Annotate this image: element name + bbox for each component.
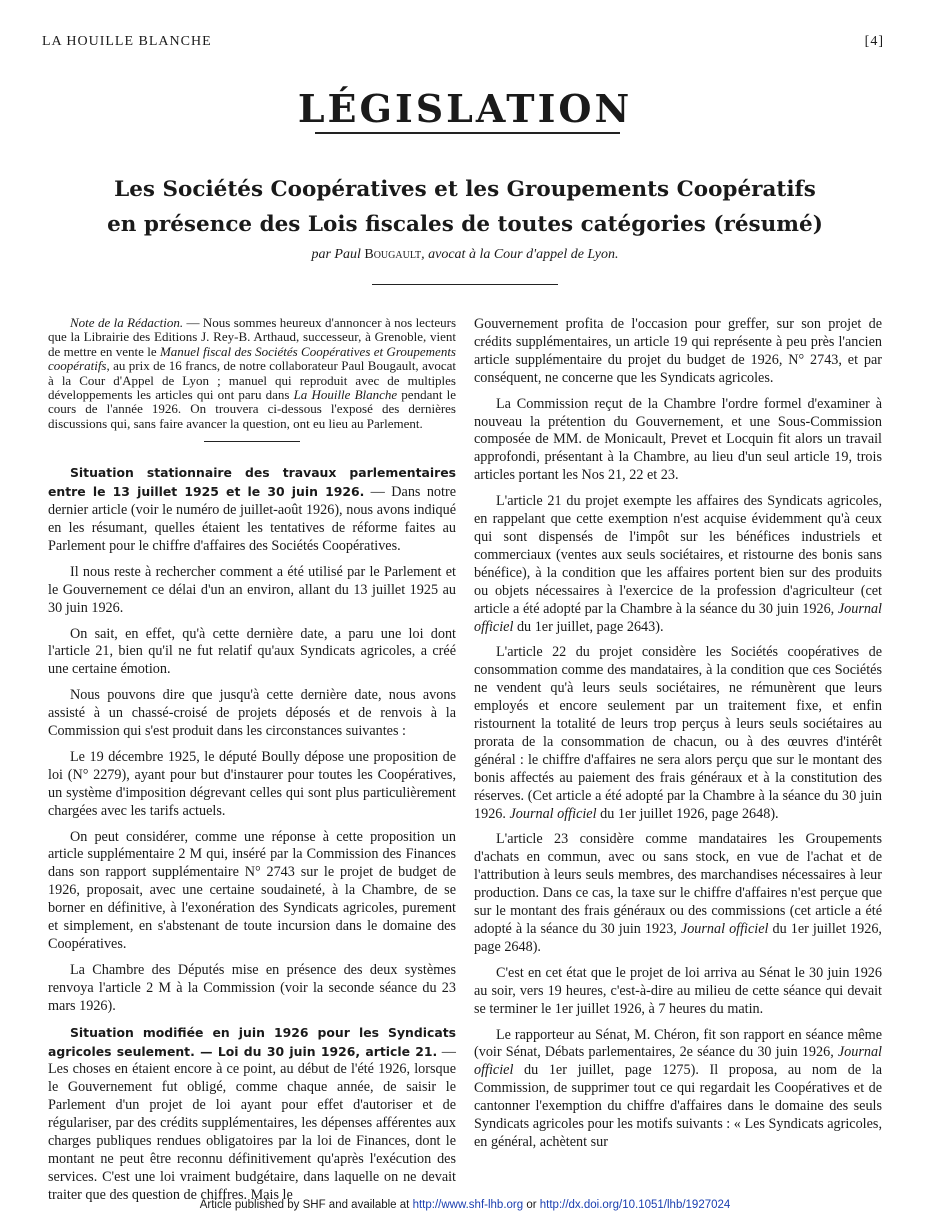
paragraph [474, 493, 882, 636]
footer-prefix: Article published by SHF and available at [199, 1199, 413, 1211]
paragraph-text: du 1er juillet, page 2643). [513, 618, 664, 635]
note-text-3: pendant le cours de l'année 1926. On trouvera ci-dessous l'exposé des dernières discussions qui, sans faire avancer la question, ont eu lieu au Parlement. [48, 387, 456, 431]
byline-prefix: par Paul [311, 247, 361, 262]
right-column [474, 316, 882, 1160]
paragraph: C'est en cet état que le projet de loi arriva au Sénat le 30 juin 1926 au soir, vers 19 heures, c'est-à-dire au milieu de cette séance qui devait se terminer le 1er juillet 1926, à 7 heures du matin. [474, 964, 882, 1017]
section-divider [315, 132, 620, 134]
running-head [42, 34, 884, 54]
journal-officiel-ref: Journal officiel [509, 805, 597, 822]
page-number: [4] [864, 34, 884, 49]
byline [0, 247, 930, 263]
paragraph: Nous pouvons dire que jusqu'à cette dernière date, nous avons assisté à un chassé-croisé de projets déposés et de renvois à la Commission qui s'est produit dans les circonstances suivantes : [48, 687, 456, 740]
paragraph: On peut considérer, comme une réponse à cette proposition un article supplémentaire 2 M qui, inséré par la Commission des Finances dans son rapport supplémentaire N° 2743 sur le projet de budget de 1926, proposait, avec une certaine soudaineté, à la Chambre, de se borner en définitive, à l'exonération des Syndicats agricoles, purement et simplement, en s'abstenant de toute incursion dans le domaine des Coopératives. [48, 828, 456, 952]
paragraph-text: L'article 22 du projet considère les Sociétés coopératives de consommation comme des mandataires, à la condition que ces Sociétés ne vendent qu'à leurs seuls sociétaires, ne rémunèrent que leurs employés et encore seulement par un traitement fixe, et enfin ristournent la totalité de leurs trop perçus à leurs seuls sociétaires au prorata de la consommation de chacun, ou à des œuvres d'intérêt général : le chiffre d'affaires ne sera alors perçu que sur le montant des bonis affectés au paiement des frais généraux et à la constitution des réserves. (Cet article a été adopté par la Chambre à la séance du 30 juin 1926. [474, 644, 882, 822]
journal-officiel-ref: Journal officiel [680, 921, 769, 937]
footer-link-doi[interactable]: http://dx.doi.org/10.1051/lhb/1927024 [539, 1199, 731, 1211]
byline-suffix: , avocat à la Cour d'appel de Lyon. [421, 247, 619, 262]
paragraph: La Chambre des Députés mise en présence des deux systèmes renvoya l'article 2 M à la Commission (voir la seconde séance du 23 mars 1926). [48, 961, 456, 1014]
note-divider [204, 441, 300, 442]
paragraph-text: L'article 23 considère comme mandataires les Groupements d'achats en commun, avec ou sans stock, en vue de l'achat et de l'attribution à leurs seuls membres, des marchandises nécessaires à leur production. Dans ce cas, la taxe sur le chiffre d'affaires n'est perçue que sur le montant des frais généraux ou des commissions (cet article a été adopté à la séance du 30 juin 1923, [474, 831, 882, 937]
footer-link-shf[interactable]: http://www.shf-lhb.org [412, 1199, 524, 1211]
paragraph [474, 644, 882, 823]
paragraph-text: L'article 21 du projet exempte les affaires des Syndicats agricoles, en rappelant que cette exemption n'est acquise évidemment qu'à ceux qui sont dispensés de l'impôt sur les bénéfices industriels et commerciaux (ventes aux seuls sociétaires, et ristourne des bonis sans bénéfice), à la condition que les affaires portent bien sur des produits ou objets nécessaires à l'exercice de la profession d'agriculteur (cet article a été adopté par la Chambre à la séance du 30 juin 1926, [474, 493, 882, 617]
paragraph-text: — Dans notre dernier article (voir le numéro de juillet-août 1926), nous avons indiqué en les résumant, quelles étaient les tentatives de réforme faites au Parlement pour le chiffre d'affaires des Sociétés Coopératives. [48, 484, 456, 554]
section-title: LÉGISLATION [297, 86, 633, 131]
byline-author: Bougault [364, 247, 422, 262]
paragraph-text: du 1er juillet 1926, page 2648). [596, 805, 779, 822]
article-title [60, 172, 870, 242]
paragraph: Il nous reste à rechercher comment a été utilisé par le Parlement et le Gouvernement ce délai d'un an environ, allant du 13 juillet 1925 au 30 juin 1926. [48, 563, 456, 616]
note-book-title: Manuel fiscal des Sociétés Coopératives et Groupements coopératifs [48, 343, 456, 374]
subheading-2: Situation modifiée en juin 1926 pour les Syndicats agricoles seulement. — Loi du 30 juin 1926, article 21. [48, 1024, 456, 1059]
article-title-line-1: Les Sociétés Coopératives et les Groupements Coopératifs [114, 177, 816, 202]
footer-middle: or [523, 1199, 540, 1211]
note-text-1: — Nous sommes heureux d'annoncer à nos lecteurs que la Librairie des Editions J. Rey-B. Arthaud, successeur, à Grenoble, vient de mettre en vente le [48, 315, 456, 359]
paragraph-text: — Les choses en étaient encore à ce point, au début de l'été 1926, lorsque le Gouvernement fut obligé, comme chaque année, de saisir le Parlement d'un projet de loi ayant pour effet d'autoriser et de régulariser, par des crédits supplémentaires, les dépenses afférentes aux charges publiques rendues obligatoires par la loi de Finances, dont le montant ne peut être reconnu définitivement qu'après l'exécution des services. C'est une loi vraiment budgétaire, dans laquelle on ne devait traiter que des question de chiffres. Mais le [48, 1043, 456, 1203]
paragraph [48, 464, 456, 556]
subheading-1: Situation stationnaire des travaux parlementaires entre le 13 juillet 1925 et le 30 juin 1926. [48, 465, 456, 500]
journal-officiel-ref: Journal officiel [474, 1044, 882, 1079]
journal-name: LA HOUILLE BLANCHE [42, 34, 212, 49]
note-text-2: , au prix de 16 francs, de notre collaborateur Paul Bougault, avocat à la Cour d'Appel de Lyon ; manuel qui reproduit avec de multiples développements les articles qui ont paru dans [48, 358, 456, 403]
note-label: Note de la Rédaction. [70, 315, 184, 330]
paragraph-text: du 1er juillet 1926, page 2648). [474, 921, 882, 955]
article-title-line-2: en présence des Lois fiscales de toutes catégories (résumé) [107, 212, 823, 237]
paragraph: On sait, en effet, qu'à cette dernière date, a paru une loi dont l'article 21, bien qu'il ne fut relatif qu'aux Syndicats agricoles, a créé une certaine émotion. [48, 625, 456, 678]
paragraph-text: Le rapporteur au Sénat, M. Chéron, fit son rapport en séance même (voir Sénat, Débats parlementaires, 2e séance du 30 juin 1926, [474, 1026, 882, 1061]
paragraph-text: du 1er juillet, page 1275). Il proposa, au nom de la Commission, de supprimer tout ce qui regardait les Coopératives et de cantonner l'exemption du chiffre d'affaires dans le domaine des seuls Syndicats agricoles pour les motifs suivants : « Les Syndicats agricoles, en général, achètent sur [474, 1062, 882, 1150]
note-journal-title: La Houille Blanche [293, 387, 398, 403]
left-column [48, 316, 456, 1213]
paragraph [474, 831, 882, 956]
paragraph: Le 19 décembre 1925, le député Boully dépose une proposition de loi (N° 2279), ayant pour but d'instaurer pour toutes les Coopératives, un système d'imposition dégrevant celles qui sont plus particulièrement chargées avec les tarifs actuels. [48, 748, 456, 819]
paragraph [474, 1027, 882, 1152]
paragraph [48, 1024, 456, 1205]
editorial-note [48, 316, 456, 431]
paragraph: Gouvernement profita de l'occasion pour greffer, sur son projet de crédits supplémentaires, un article 19 qui représente à peu près l'ancien article supplémentaire du projet du budget de 1926, N° 2743, et par conséquent, ne concerne que les Syndicats agricoles. [474, 316, 882, 386]
byline-divider [372, 284, 558, 285]
publication-footer [0, 1199, 930, 1211]
journal-officiel-ref: Journal officiel [474, 600, 882, 635]
paragraph: La Commission reçut de la Chambre l'ordre formel d'examiner à nouveau la prétention du Gouvernement, et une Sous-Commission composée de MM. de Monicault, Prevet et Locquin fit alors un travail approfondi, présentant à la Chambre, au lieu d'un seul article 19, trois articles portant les Nos 21, 22 et 23. [474, 395, 882, 484]
